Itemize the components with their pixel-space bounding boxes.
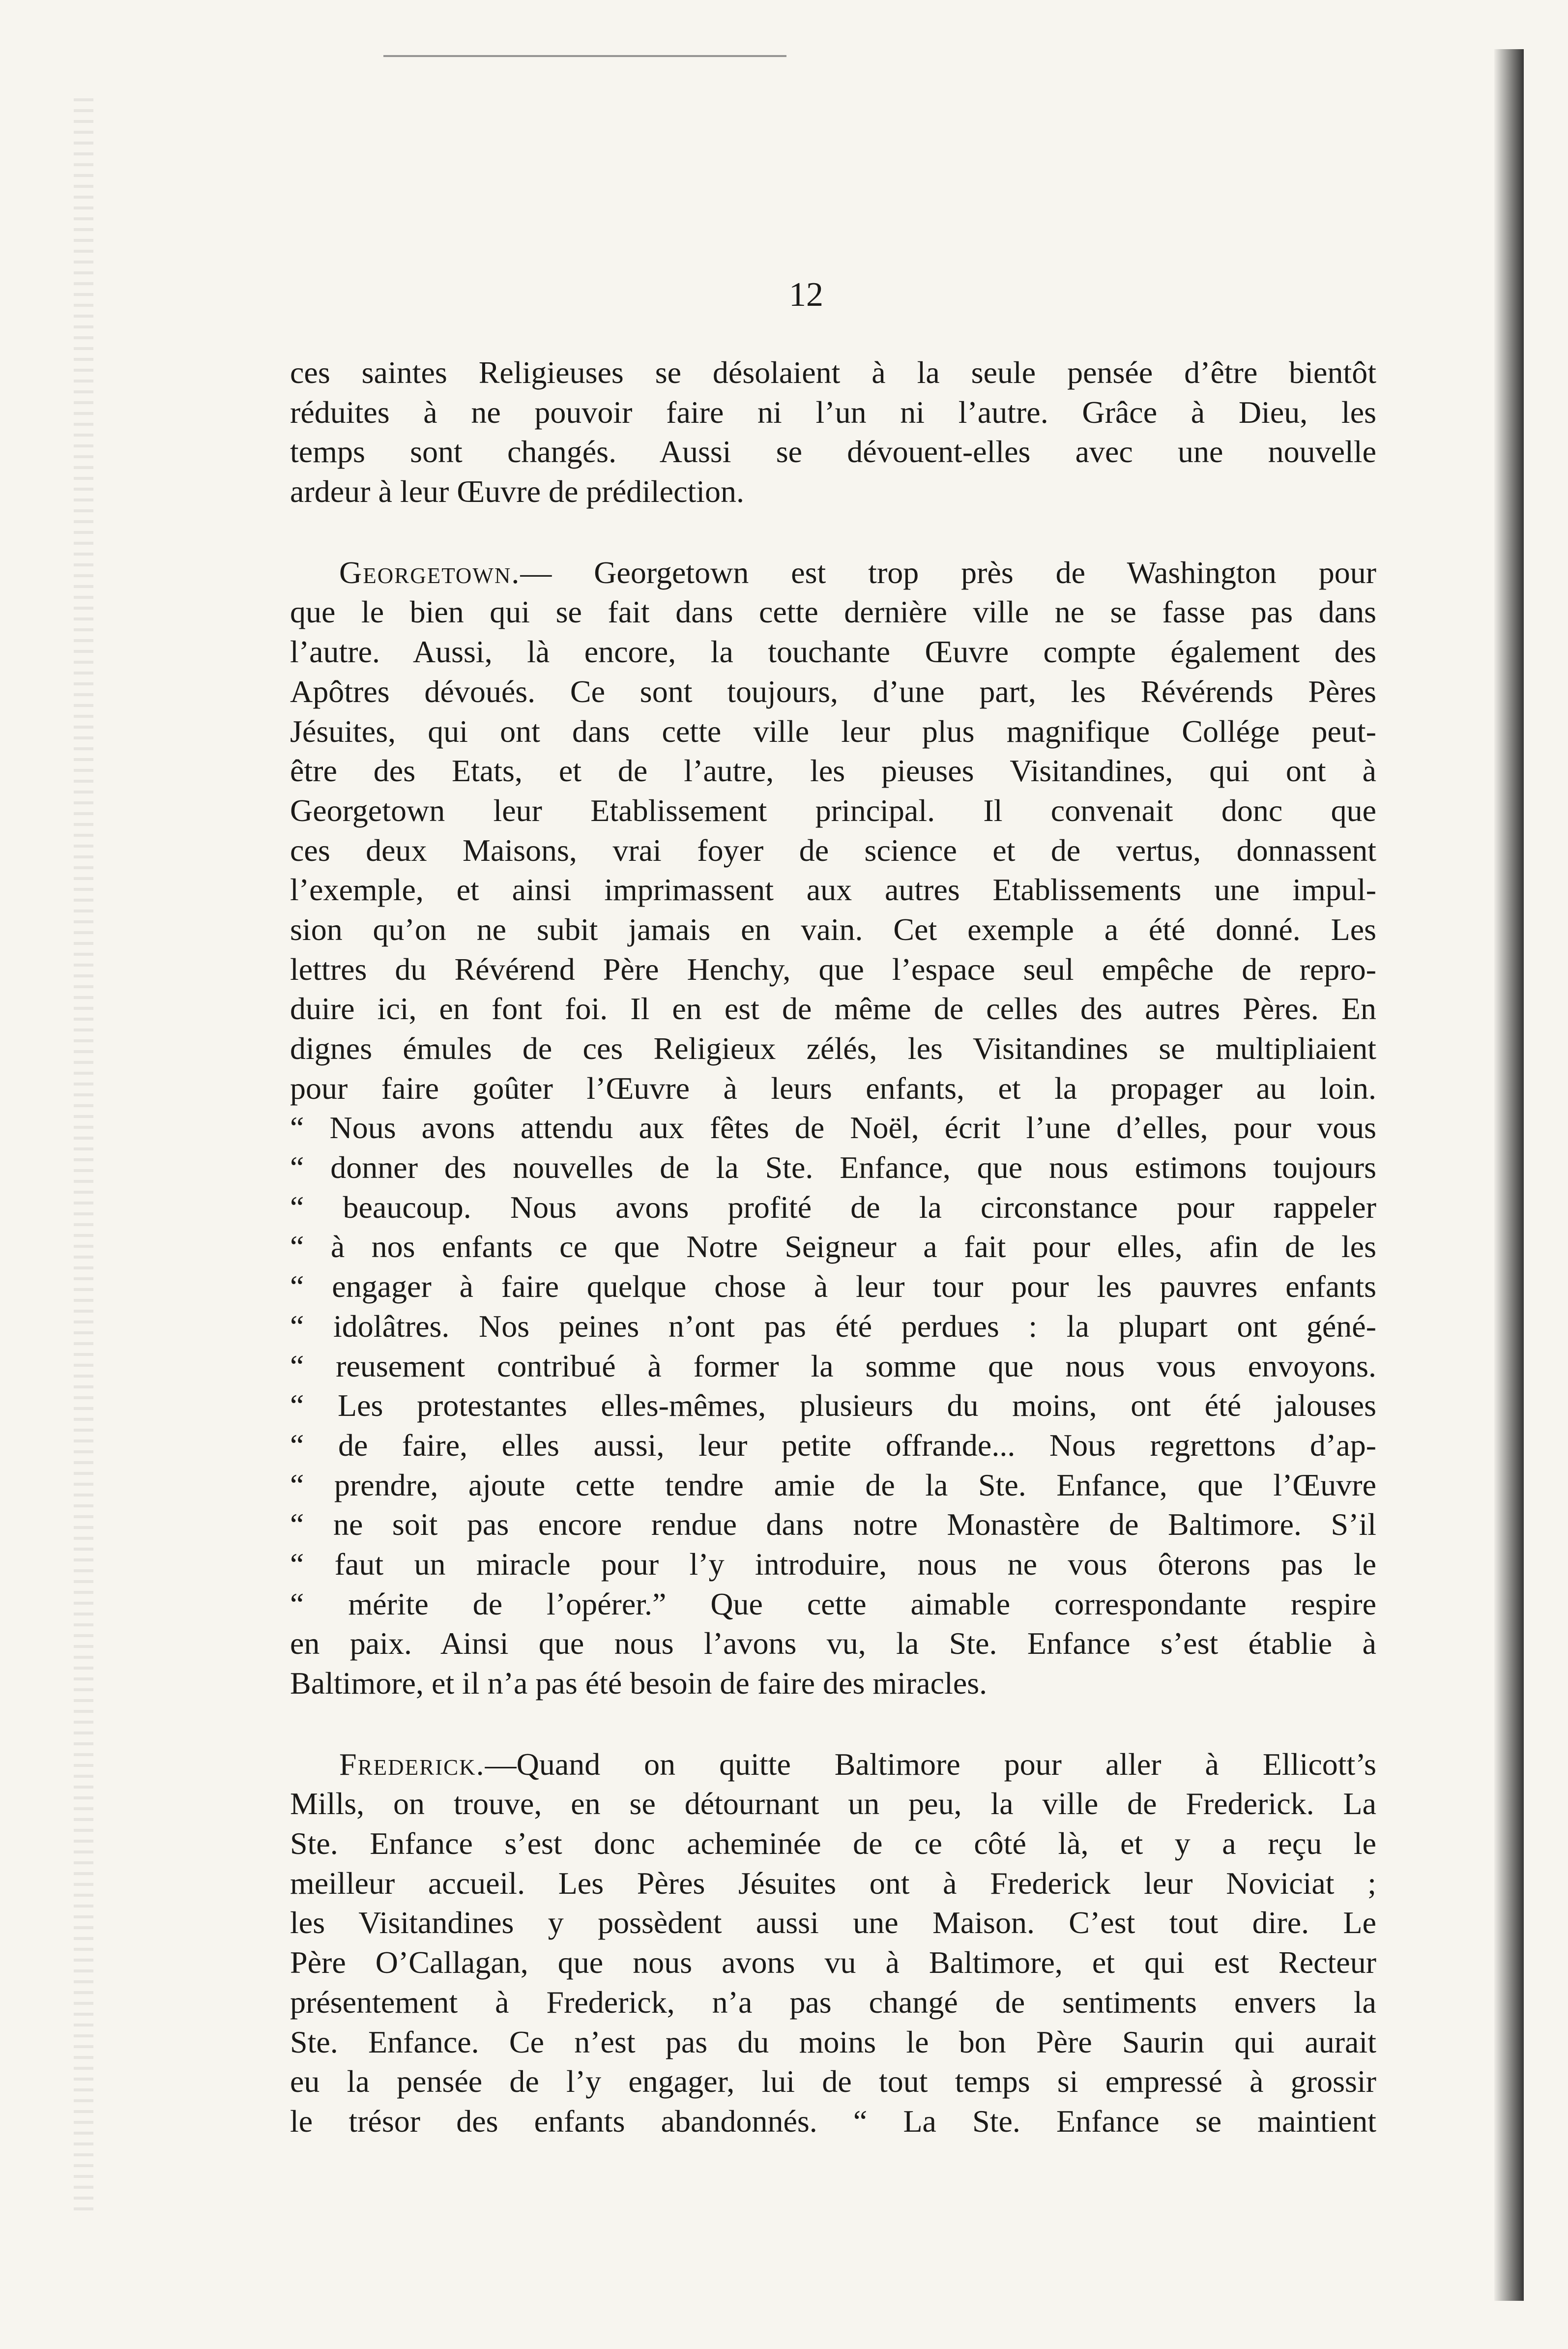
- text-line: le trésor des enfants abandonnés. “ La Ste. Enfance se maintient: [290, 2103, 1376, 2139]
- text-line: présentement à Frederick, n’a pas changé de sentiments envers la: [290, 1984, 1376, 2020]
- text-line: Georgetown leur Etablissement principal. Il convenait donc que: [290, 793, 1376, 828]
- text-line: “ idolâtres. Nos peines n’ont pas été perdues : la plupart ont géné-: [290, 1308, 1376, 1344]
- text-line: dignes émules de ces Religieux zélés, les Visitandines se multipliaient: [290, 1031, 1376, 1066]
- text-line: Ste. Enfance. Ce n’est pas du moins le bon Père Saurin qui aurait: [290, 2024, 1376, 2059]
- text-line: “ Nous avons attendu aux fêtes de Noël, écrit l’une d’elles, pour vous: [290, 1110, 1376, 1145]
- text-line: Mills, on trouve, en se détournant un peu, la ville de Frederick. La: [290, 1786, 1376, 1821]
- text-line: Jésuites, qui ont dans cette ville leur plus magnifique Collége peut-: [290, 713, 1376, 749]
- text-line: en paix. Ainsi que nous l’avons vu, la Ste. Enfance s’est établie à: [290, 1626, 1376, 1661]
- text-line: ces deux Maisons, vrai foyer de science et de vertus, donnassent: [290, 832, 1376, 868]
- text-line: Père O’Callagan, que nous avons vu à Baltimore, et qui est Recteur: [290, 1945, 1376, 1980]
- text-line: ardeur à leur Œuvre de prédilection.: [290, 474, 745, 509]
- text-line: [290, 553, 1376, 593]
- text-line: sion qu’on ne subit jamais en vain. Cet exemple a été donné. Les: [290, 911, 1376, 947]
- text-line: “ à nos enfants ce que Notre Seigneur a fait pour elles, afin de les: [290, 1229, 1376, 1264]
- text-line: les Visitandines y possèdent aussi une Maison. C’est tout dire. Le: [290, 1905, 1376, 1940]
- text-line: temps sont changés. Aussi se dévouent-elles avec une nouvelle: [290, 434, 1376, 470]
- text-line: [290, 1745, 1376, 1785]
- body-text: [290, 353, 1376, 2142]
- text-line: ces saintes Religieuses se désolaient à la seule pensée d’être bientôt: [290, 355, 1376, 390]
- top-rule: [383, 55, 786, 57]
- text-line: “ de faire, elles aussi, leur petite offrande... Nous regrettons d’ap-: [290, 1427, 1376, 1463]
- text-line: l’exemple, et ainsi imprimassent aux autres Etablissements une impul-: [290, 872, 1376, 908]
- text-line: “ Les protestantes elles-mêmes, plusieurs du moins, ont été jalouses: [290, 1388, 1376, 1423]
- text-line: réduites à ne pouvoir faire ni l’un ni l’autre. Grâce à Dieu, les: [290, 394, 1376, 430]
- text-line: Ste. Enfance s’est donc acheminée de ce côté là, et y a reçu le: [290, 1826, 1376, 1861]
- text-line: lettres du Révérend Père Henchy, que l’espace seul empêche de repro-: [290, 951, 1376, 987]
- text-line: “ reusement contribué à former la somme que nous vous envoyons.: [290, 1348, 1376, 1383]
- scan-edge-right: [1494, 49, 1524, 2301]
- text-line: “ donner des nouvelles de la Ste. Enfance, que nous estimons toujours: [290, 1150, 1376, 1185]
- text-line: “ engager à faire quelque chose à leur tour pour les pauvres enfants: [290, 1269, 1376, 1304]
- text-line: Baltimore, et il n’a pas été besoin de faire des miracles.: [290, 1666, 987, 1701]
- text-line: être des Etats, et de l’autre, les pieuses Visitandines, qui ont à: [290, 753, 1376, 789]
- text-line: meilleur accueil. Les Pères Jésuites ont à Frederick leur Noviciat ;: [290, 1865, 1376, 1901]
- scan-edge-left: [74, 98, 93, 2212]
- text-line: l’autre. Aussi, là encore, la touchante Œuvre compte également des: [290, 634, 1376, 670]
- text-line: eu la pensée de l’y engager, lui de tout temps si empressé à grossir: [290, 2064, 1376, 2099]
- text-fragment: —Quand on quitte Baltimore pour aller à Ellicott’s: [485, 1746, 1376, 1782]
- text-line: “ ne soit pas encore rendue dans notre Monastère de Baltimore. S’il: [290, 1507, 1376, 1542]
- text-line: duire ici, en font foi. Il en est de même de celles des autres Pères. En: [290, 991, 1376, 1027]
- text-line: que le bien qui se fait dans cette dernière ville ne se fasse pas dans: [290, 594, 1376, 630]
- text-line: “ beaucoup. Nous avons profité de la circonstance pour rappeler: [290, 1189, 1376, 1225]
- text-fragment: — Georgetown est trop près de Washington pour: [520, 555, 1376, 590]
- text-line: “ mérite de l’opérer.” Que cette aimable correspondante respire: [290, 1586, 1376, 1621]
- section-heading-frederick: Frederick.: [339, 1746, 485, 1782]
- section-heading-georgetown: Georgetown.: [339, 555, 521, 590]
- text-line: “ faut un miracle pour l’y introduire, nous ne vous ôterons pas le: [290, 1546, 1376, 1582]
- text-line: Apôtres dévoués. Ce sont toujours, d’une part, les Révérends Pères: [290, 674, 1376, 709]
- text-line: “ prendre, ajoute cette tendre amie de la Ste. Enfance, que l’Œuvre: [290, 1467, 1376, 1502]
- text-line: pour faire goûter l’Œuvre à leurs enfants, et la propager au loin.: [290, 1070, 1376, 1106]
- page-number: 12: [789, 276, 823, 314]
